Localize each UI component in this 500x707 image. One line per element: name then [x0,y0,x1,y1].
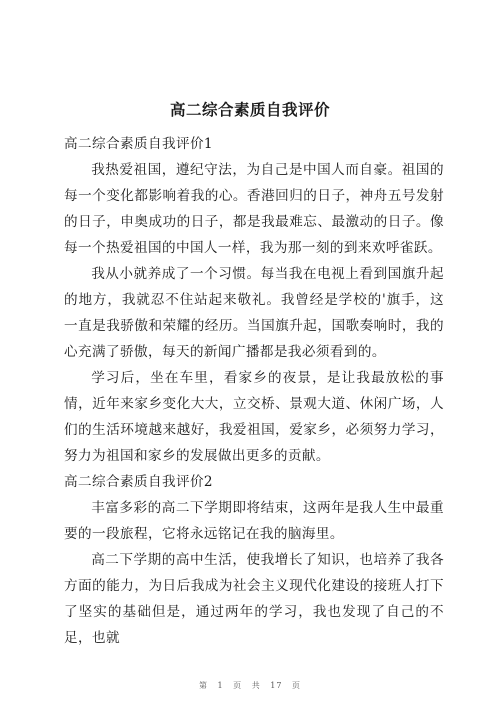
paragraph: 我从小就养成了一个习惯。每当我在电视上看到国旗升起的地方，我就忍不住站起来敬礼。我曾经是学校的'旗手，这一直是我骄傲和荣耀的经历。当国旗升起，国歌奏响时，我的心充满了骄傲，每天的新闻广播都是我必须看到的。 [64,266,444,360]
page-label: 第 [198,681,208,690]
document-title: 高二综合素质自我评价 [169,100,330,119]
total-pages: 17 [270,681,283,690]
paragraph: 学习后，坐在车里，看家乡的夜景，是让我最放松的事情，近年来家乡变化大大，立交桥、景观大道、休闲广场，人们的生活环境越来越好，我爱祖国，爱家乡，必须努力学习，努力为祖国和家乡的发展做出更多的贡献。 [64,370,444,464]
total-label: 共 [251,681,261,690]
paragraph: 高二下学期的高中生活，使我增长了知识，也培养了我各方面的能力，为日后我成为社会主义现代化建设的接班人打下了坚实的基础但是，通过两年的学习，我也发现了自己的不足，也就 [64,552,444,646]
page-number: 1 [217,681,224,690]
paragraph: 我热爱祖国，遵纪守法，为自己是中国人而自豪。祖国的每一个变化都影响着我的心。香港回归的日子，神舟五号发射的日子，申奥成功的日子，都是我最难忘、最激动的日子。像每一个热爱祖国的中国人一样，我为那一刻的到来欢呼雀跃。 [64,162,444,256]
section-heading: 高二综合素质自我评价1 [64,136,213,152]
document-body [64,131,444,651]
page-footer [0,680,500,691]
paragraph: 丰富多彩的高二下学期即将结束，这两年是我人生中最重要的一段旅程，它将永远铭记在我的脑海里。 [64,500,444,542]
section-heading: 高二综合素质自我评价2 [64,474,213,490]
page-unit: 页 [233,681,243,690]
total-unit: 页 [292,681,301,690]
